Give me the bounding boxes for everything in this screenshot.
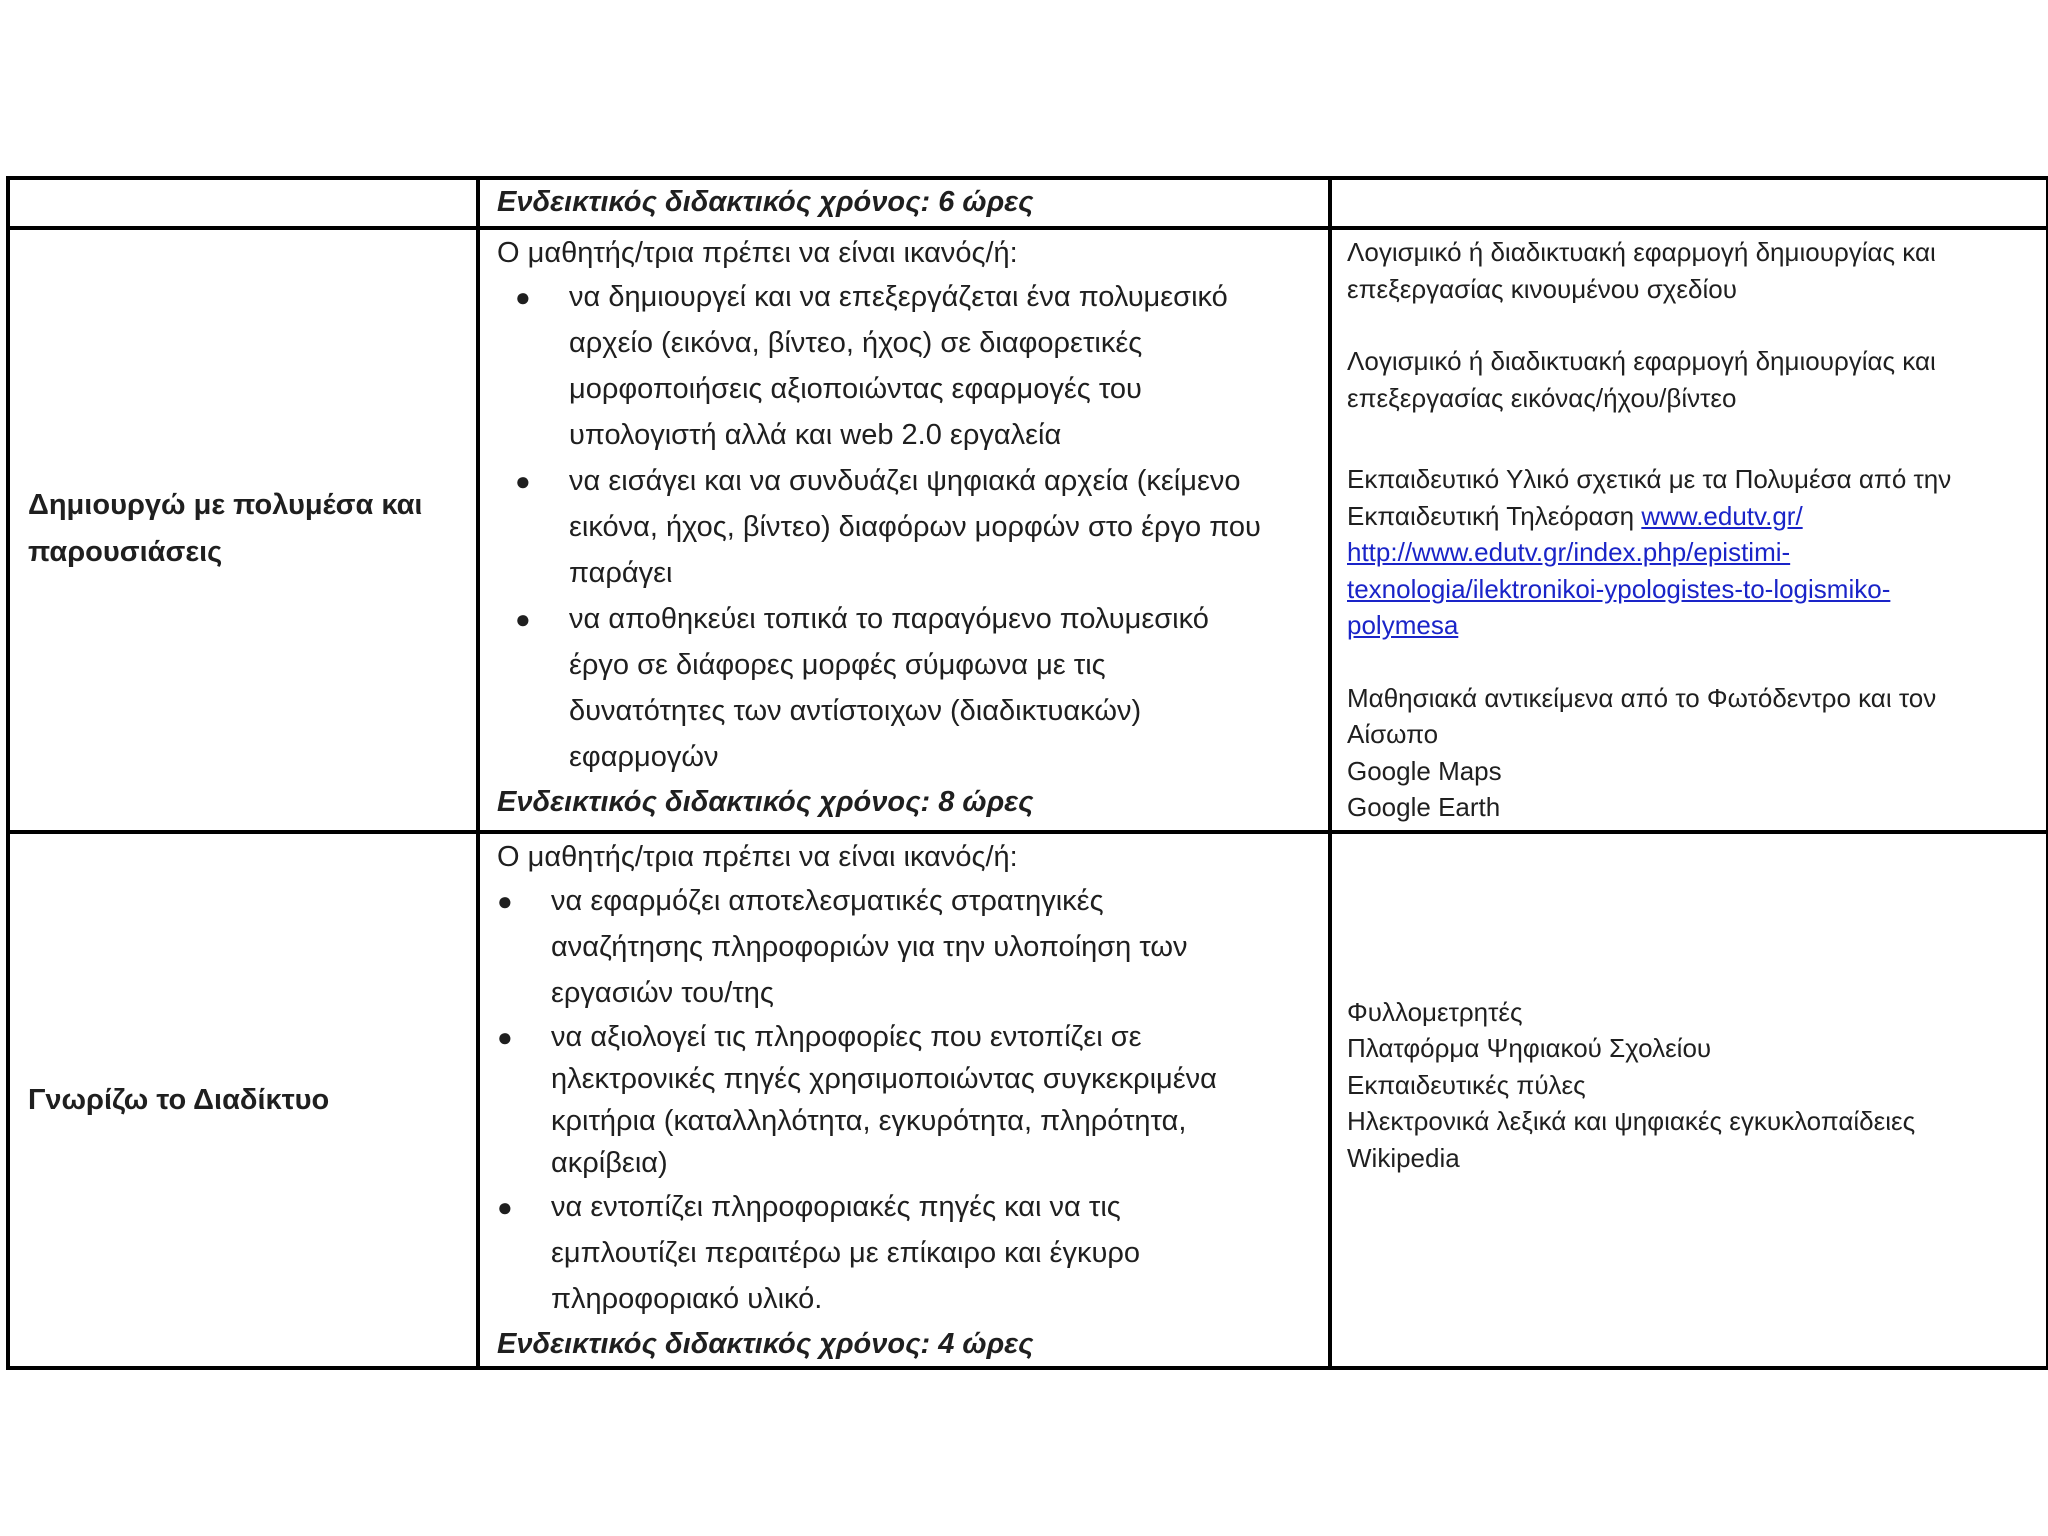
resource-line: Google Maps bbox=[1347, 755, 1502, 786]
resource-line: Εκπαιδευτικό Υλικό σχετικά με τα Πολυμέσα από την bbox=[1347, 464, 1952, 494]
goal-line: εφαρμογών bbox=[569, 741, 719, 773]
list-item bbox=[497, 458, 1312, 596]
list-item bbox=[497, 1184, 1312, 1322]
duration-text: Ενδεικτικός διδακτικός χρόνος: 4 ώρες bbox=[497, 1328, 1034, 1360]
resource-block bbox=[1347, 343, 2032, 416]
goal-line: πληροφοριακό υλικό. bbox=[551, 1283, 823, 1315]
resource-line: Google Earth bbox=[1347, 792, 1501, 822]
row1-title-cell bbox=[8, 178, 478, 228]
bullet-icon: ● bbox=[515, 466, 531, 496]
duration-text: Ενδεικτικός διδακτικός χρόνος: 6 ώρες bbox=[497, 186, 1034, 218]
bullet-icon: ● bbox=[497, 886, 513, 916]
resource-line: επεξεργασίας εικόνας/ήχου/βίντεο bbox=[1347, 382, 1737, 413]
list-item bbox=[497, 274, 1312, 458]
row1-goals-cell bbox=[478, 178, 1330, 228]
curriculum-table bbox=[6, 176, 2048, 1370]
intro-text: Ο μαθητής/τρια πρέπει να είναι ικανός/ή: bbox=[497, 237, 1018, 269]
row3-goals-cell bbox=[478, 832, 1330, 1368]
module-title: Γνωρίζω το Διαδίκτυο bbox=[28, 1083, 330, 1116]
resource-block bbox=[1347, 461, 2032, 644]
intro-text: Ο μαθητής/τρια πρέπει να είναι ικανός/ή: bbox=[497, 841, 1018, 873]
table-row bbox=[8, 178, 2048, 228]
goal-line: εμπλουτίζει περαιτέρω με επίκαιρο και έγκυρο bbox=[551, 1237, 1140, 1269]
goal-line: ακρίβεια) bbox=[551, 1147, 668, 1179]
table-row bbox=[8, 832, 2048, 1368]
row3-resources-cell bbox=[1330, 832, 2048, 1368]
goals-list bbox=[497, 878, 1312, 1322]
goal-line: να αξιολογεί τις πληροφορίες που εντοπίζει σε bbox=[551, 1021, 1142, 1053]
module-title-line: παρουσιάσεις bbox=[28, 536, 223, 568]
goal-line: έργο σε διάφορες μορφές σύμφωνα με τις bbox=[569, 649, 1106, 681]
goal-line: δυνατότητες των αντίστοιχων (διαδικτυακών) bbox=[569, 695, 1142, 727]
resource-line: Εκπαιδευτικές πύλες bbox=[1347, 1069, 1586, 1100]
resource-block bbox=[1347, 680, 2032, 826]
row2-resources-cell bbox=[1330, 228, 2048, 832]
goal-line: να εφαρμόζει αποτελεσματικές στρατηγικές bbox=[551, 885, 1104, 917]
module-title bbox=[28, 482, 460, 576]
row3-title-cell bbox=[8, 832, 478, 1368]
row2-goals-cell bbox=[478, 228, 1330, 832]
goal-line: αρχείο (εικόνα, βίντεο, ήχος) σε διαφορετικές bbox=[569, 327, 1143, 359]
resource-line: Μαθησιακά αντικείμενα από το Φωτόδεντρο και τον bbox=[1347, 682, 1937, 713]
goal-line: κριτήρια (καταλληλότητα, εγκυρότητα, πληρότητα, bbox=[551, 1105, 1187, 1137]
goal-line: μορφοποιήσεις αξιοποιώντας εφαρμογές του bbox=[569, 373, 1142, 405]
resource-line: Λογισμικό ή διαδικτυακή εφαρμογή δημιουργίας και bbox=[1347, 346, 1936, 376]
module-title-line: Δημιουργώ με πολυμέσα και bbox=[28, 489, 423, 521]
goal-line: αναζήτησης πληροφοριών για την υλοποίηση των bbox=[551, 931, 1188, 963]
goal-line: να αποθηκεύει τοπικά το παραγόμενο πολυμεσικό bbox=[569, 603, 1209, 635]
edutv-polymesa-link[interactable]: http://www.edutv.gr/index.php/epistimi- bbox=[1347, 537, 1791, 567]
resource-line: Λογισμικό ή διαδικτυακή εφαρμογή δημιουργίας και bbox=[1347, 237, 1936, 267]
goal-line: παράγει bbox=[569, 557, 673, 589]
bullet-icon: ● bbox=[497, 1192, 513, 1222]
goal-line: να εντοπίζει πληροφοριακές πηγές και να τις bbox=[551, 1191, 1121, 1223]
row1-resources-cell bbox=[1330, 178, 2048, 228]
bullet-icon: ● bbox=[497, 1022, 513, 1052]
bullet-icon: ● bbox=[515, 282, 531, 312]
resource-line: Wikipedia bbox=[1347, 1142, 1460, 1173]
goal-line: υπολογιστή αλλά και web 2.0 εργαλεία bbox=[569, 419, 1062, 451]
resource-line: Πλατφόρμα Ψηφιακού Σχολείου bbox=[1347, 1033, 1712, 1064]
resource-block bbox=[1347, 994, 2032, 1177]
table-row bbox=[8, 228, 2048, 832]
edutv-polymesa-link[interactable]: texnologia/ilektronikoi-ypologistes-to-logismiko- bbox=[1347, 573, 1891, 604]
resource-block bbox=[1347, 234, 2032, 307]
resource-line: επεξεργασίας κινουμένου σχεδίου bbox=[1347, 273, 1737, 304]
duration-text: Ενδεικτικός διδακτικός χρόνος: 8 ώρες bbox=[497, 786, 1034, 818]
bullet-icon: ● bbox=[515, 604, 531, 634]
resource-line bbox=[1347, 498, 2032, 535]
list-item bbox=[497, 878, 1312, 1016]
resource-line: Ηλεκτρονικά λεξικά και ψηφιακές εγκυκλοπαίδειες bbox=[1347, 1106, 1916, 1137]
goal-line: να δημιουργεί και να επεξεργάζεται ένα πολυμεσικό bbox=[569, 281, 1228, 313]
goal-line: εργασιών του/της bbox=[551, 977, 774, 1009]
edutv-link[interactable]: www.edutv.gr/ bbox=[1641, 500, 1803, 531]
resource-text: Εκπαιδευτική Τηλεόραση bbox=[1347, 500, 1642, 531]
edutv-polymesa-link[interactable]: polymesa bbox=[1347, 610, 1459, 640]
goal-line: εικόνα, ήχος, βίντεο) διαφόρων μορφών στο έργο που bbox=[569, 511, 1261, 543]
goal-line: ηλεκτρονικές πηγές χρησιμοποιώντας συγκεκριμένα bbox=[551, 1063, 1217, 1095]
resource-line: Αίσωπο bbox=[1347, 719, 1439, 749]
list-item bbox=[497, 1016, 1312, 1184]
list-item bbox=[497, 596, 1312, 780]
goal-line: να εισάγει και να συνδυάζει ψηφιακά αρχεία (κείμενο bbox=[569, 465, 1241, 497]
resource-line: Φυλλομετρητές bbox=[1347, 996, 1523, 1027]
row2-title-cell bbox=[8, 228, 478, 832]
goals-list bbox=[497, 274, 1312, 780]
